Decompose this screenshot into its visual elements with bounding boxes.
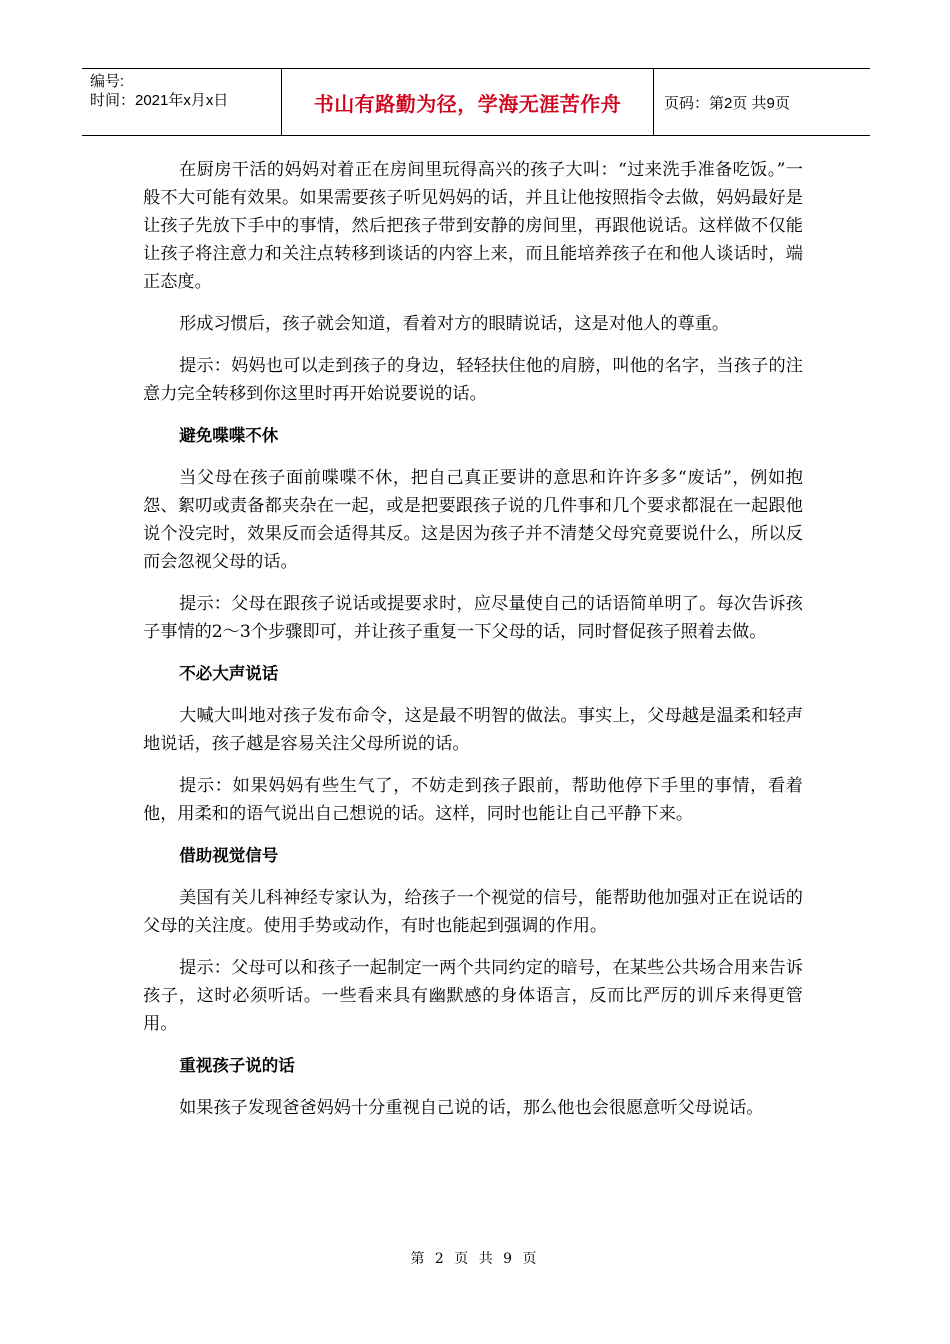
body-paragraph: 美国有关儿科神经专家认为，给孩子一个视觉的信号，能帮助他加强对正在说话的父母的关注度。使用手势或动作，有时也能起到强调的作用。 — [143, 888, 803, 936]
document-code-label: 编号: — [90, 73, 125, 90]
header-page-info: 页码：第2页 共9页 — [664, 94, 790, 112]
tip-paragraph: 提示：父母可以和孩子一起制定一两个共同约定的暗号，在某些公共场合用来告诉孩子，这时必须听话。一些看来具有幽默感的身体语言，反而比严厉的训斥来得更管用。 — [143, 958, 803, 1034]
tip-paragraph: 提示：妈妈也可以走到孩子的身边，轻轻扶住他的肩膀，叫他的名字，当孩子的注意力完全转移到你这里时再开始说要说的话。 — [143, 356, 803, 404]
header-motto: 书山有路勤为径，学海无涯苦作舟 — [313, 91, 622, 116]
section-heading: 借助视觉信号 — [179, 846, 279, 865]
header-motto-cell — [282, 69, 654, 135]
section-heading: 避免喋喋不休 — [179, 426, 279, 445]
body-paragraph: 如果孩子发现爸爸妈妈十分重视自己说的话，那么他也会很愿意听父母说话。 — [179, 1098, 764, 1118]
body-paragraph: 在厨房干活的妈妈对着正在房间里玩得高兴的孩子大叫：“过来洗手准备吃饭。”一般不大可能有效果。如果需要孩子听见妈妈的话，并且让他按照指令去做，妈妈最好是让孩子先放下手中的事情，然后把孩子带到安静的房间里，再跟他说话。这样做不仅能让孩子将注意力和关注点转移到谈话的内容上来，而且能培养孩子在和他人谈话时，端正态度。 — [143, 160, 803, 292]
header-meta-cell — [82, 69, 282, 135]
tip-paragraph: 提示：父母在跟孩子说话或提要求时，应尽量使自己的话语简单明了。每次告诉孩子事情的2～3个步骤即可，并让孩子重复一下父母的话，同时督促孩子照着去做。 — [143, 594, 803, 642]
tip-paragraph: 提示：如果妈妈有些生气了，不妨走到孩子跟前，帮助他停下手里的事情，看着他，用柔和的语气说出自己想说的话。这样，同时也能让自己平静下来。 — [143, 776, 803, 824]
document-date-label: 时间：2021年x月x日 — [90, 92, 229, 109]
header-page-cell — [654, 69, 870, 135]
page-footer: 第 2 页 共 9 页 — [410, 1251, 540, 1267]
body-paragraph: 大喊大叫地对孩子发布命令，这是最不明智的做法。事实上，父母越是温柔和轻声地说话，孩子越是容易关注父母所说的话。 — [143, 706, 803, 754]
document-body — [143, 156, 803, 1136]
body-paragraph: 形成习惯后，孩子就会知道，看着对方的眼睛说话，这是对他人的尊重。 — [179, 314, 730, 334]
document-header — [82, 68, 870, 136]
section-heading: 不必大声说话 — [179, 664, 279, 683]
body-paragraph: 当父母在孩子面前喋喋不休，把自己真正要讲的意思和许许多多“废话”，例如抱怨、絮叨或责备都夹杂在一起，或是把要跟孩子说的几件事和几个要求都混在一起跟他说个没完时，效果反而会适得其反。这是因为孩子并不清楚父母究竟要说什么，所以反而会忽视父母的话。 — [143, 468, 803, 572]
section-heading: 重视孩子说的话 — [179, 1056, 295, 1075]
